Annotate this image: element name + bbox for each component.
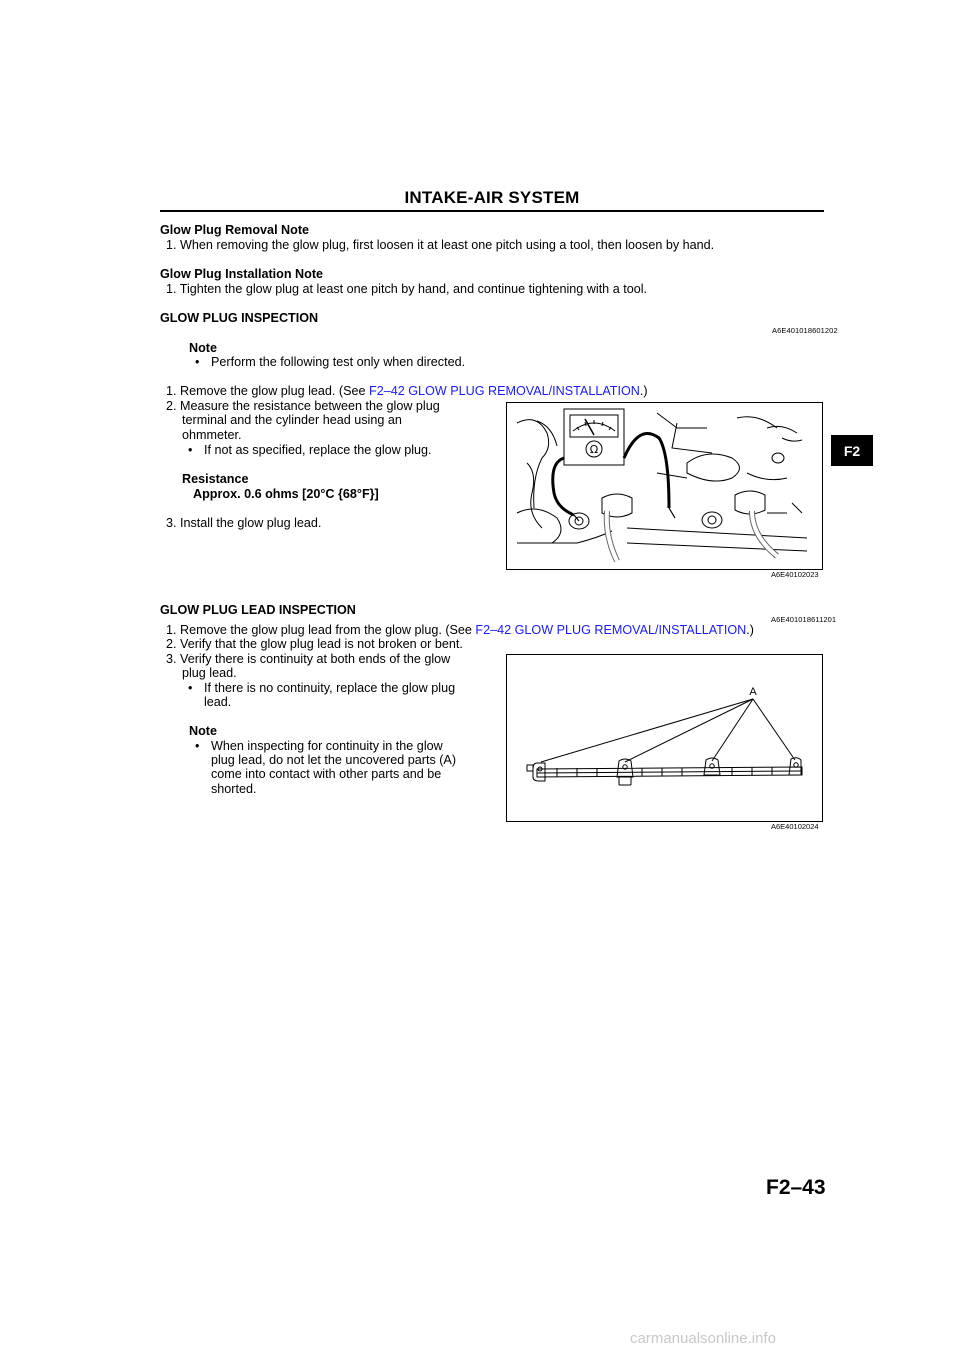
ohmmeter-illustration [507,403,822,569]
watermark: carmanualsonline.info [630,1330,776,1347]
resistance-spec-value: Approx. 0.6 ohms [20°C {68°F}] [193,487,379,501]
lead-note-line2: plug lead, do not let the uncovered parts (A) [211,753,457,767]
removal-installation-link[interactable]: F2–42 GLOW PLUG REMOVAL/INSTALLATION [369,384,640,398]
lead-step-2: 2. Verify that the glow plug lead is not broken or bent. [166,637,463,651]
lead-note-line1 [195,739,443,754]
bullet-icon: • [195,739,200,753]
inspection-section-title: GLOW PLUG INSPECTION [160,311,319,325]
inspection-step-1 [166,384,648,399]
resistance-spec-label: Resistance [182,472,249,486]
lead-note-line3: come into contact with other parts and be [211,767,442,781]
inspection-section-code: A6E401018601202 [772,326,838,335]
step-text: .) [639,384,648,398]
page-header-title: INTAKE-AIR SYSTEM [404,188,580,207]
lead-section-title: GLOW PLUG LEAD INSPECTION [160,603,356,617]
part-label-a: A [749,686,757,698]
inspection-note-text: Perform the following test only when directed. [211,355,466,369]
bullet-icon: • [195,355,200,369]
ohmmeter-figure-code: A6E40102023 [771,570,819,579]
lead-step-3-bullet-line2: lead. [204,695,232,709]
removal-note-title: Glow Plug Removal Note [160,223,310,237]
install-note-title: Glow Plug Installation Note [160,267,324,281]
lead-note-line4: shorted. [211,782,257,796]
inspection-step-2-line2: terminal and the cylinder head using an [182,413,402,427]
ohmmeter-figure [506,402,823,570]
lead-note-label: Note [189,724,217,738]
note-text: When inspecting for continuity in the glow [211,739,443,753]
inspection-step-2-line3: ohmmeter. [182,428,242,442]
page-number: F2–43 [766,1176,826,1199]
inspection-step-2-line1: 2. Measure the resistance between the glow plug [166,399,440,413]
inspection-note-label: Note [189,341,217,355]
step-text: 1. Remove the glow plug lead. (See [166,384,370,398]
lead-removal-installation-link[interactable]: F2–42 GLOW PLUG REMOVAL/INSTALLATION [475,623,747,637]
lead-step-3-line1: 3. Verify there is continuity at both ends of the glow [166,652,451,666]
install-note-step: 1. Tighten the glow plug at least one pitch by hand, and continue tightening with a tool. [166,282,647,296]
step-bullet-text: If there is no continuity, replace the glow plug [204,681,456,695]
header-divider [160,210,824,212]
inspection-step-2-bullet [188,443,432,458]
lead-step-1 [166,623,754,638]
lead-figure-code: A6E40102024 [771,822,819,831]
lead-section-code: A6E401018611201 [771,615,837,624]
step-text: .) [746,623,754,637]
removal-note-step: 1. When removing the glow plug, first loosen it at least one pitch using a tool, then loosen by hand. [166,238,715,252]
lead-step-3-bullet-line1 [188,681,455,696]
step-bullet-text: If not as specified, replace the glow plug. [204,443,432,457]
inspection-step-3: 3. Install the glow plug lead. [166,516,322,530]
glow-plug-lead-illustration [507,655,822,821]
ohm-symbol: Ω [589,443,599,456]
bullet-icon: • [188,443,193,457]
lead-step-3-line2: plug lead. [182,666,237,680]
inspection-note-item [195,355,465,370]
step-text: 1. Remove the glow plug lead from the glow plug. (See [166,623,476,637]
glow-plug-lead-figure [506,654,823,822]
section-tab: F2 [831,435,873,466]
bullet-icon: • [188,681,193,695]
